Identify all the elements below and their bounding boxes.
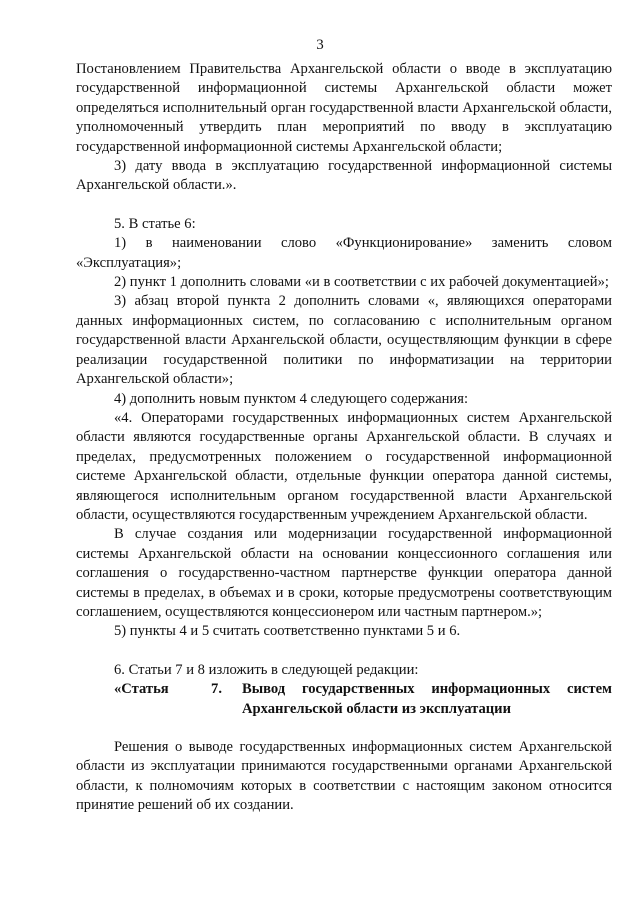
list-item: 3) абзац второй пункта 2 дополнить словами «, являющихся операторами данных информационных систем, по согласованию с исполнительным органом государственной власти Архангельской области, осуществляющим функции в сфере реализации государственной политики по информатизации на территории Архангельской области»; — [76, 293, 612, 388]
section-heading: 5. В статье 6: — [114, 215, 196, 232]
document-body — [76, 60, 612, 816]
quoted-paragraph: «4. Операторами государственных информационных систем Архангельской области являются государственные органы Архангельской области. В случаях и пределах, предусмотренных положением о государственной информационной системе Архангельской области, отдельные функции оператора данной системы, являющегося исполнительным органом государственной власти Архангельской области, осуществляются государственным учреждением Архангельской области. — [76, 409, 612, 523]
quoted-paragraph: В случае создания или модернизации государственной информационной системы Архангельской области на основании концессионного соглашения или соглашения о государственно-частном партнерстве функции оператора данной системы в пределах, в объемах и в сроки, которые предусмотрены соответствующим соглашением, осуществляются концессионером или частным партнером.»; — [76, 526, 612, 620]
section-heading: 6. Статьи 7 и 8 изложить в следующей редакции: — [114, 661, 419, 678]
article-title — [222, 680, 612, 719]
article-body-paragraph: Решения о выводе государственных информационных систем Архангельской области из эксплуатации принимаются государственными органами Архангельской области, к полномочиям которых в соответствии с настоящим законом относится принятие решений об их создании. — [76, 739, 612, 814]
paragraph: Постановлением Правительства Архангельской области о вводе в эксплуатацию государственной информационной системы Архангельской области может определяться исполнительный орган государственной власти Архангельской области, уполномоченный утвердить план мероприятий по вводу в эксплуатацию государственной информационной системы Архангельской области; — [76, 61, 612, 155]
article-label — [114, 680, 222, 719]
page-number: 3 — [316, 37, 324, 53]
list-item: 2) пункт 1 дополнить словами «и в соответствии с их рабочей документацией»; — [114, 274, 609, 291]
paragraph-gap — [76, 642, 612, 661]
article-label-word: «Статья — [114, 681, 169, 698]
article-heading — [76, 680, 612, 719]
article-title-line-2: Архангельской области из эксплуатации — [242, 700, 511, 717]
list-item: 1) в наименовании слово «Функционирование» заменить словом «Эксплуатация»; — [76, 235, 612, 271]
list-item: 5) пункты 4 и 5 считать соответственно пунктами 5 и 6. — [114, 623, 461, 640]
article-title-line-1: Вывод государственных информационных систем — [242, 681, 612, 698]
article-label-number: 7. — [211, 681, 222, 698]
paragraph-gap — [76, 196, 612, 215]
paragraph: 3) дату ввода в эксплуатацию государственной информационной системы Архангельской области.». — [76, 158, 612, 194]
list-item: 4) дополнить новым пунктом 4 следующего содержания: — [114, 390, 469, 407]
paragraph-gap — [76, 719, 612, 738]
